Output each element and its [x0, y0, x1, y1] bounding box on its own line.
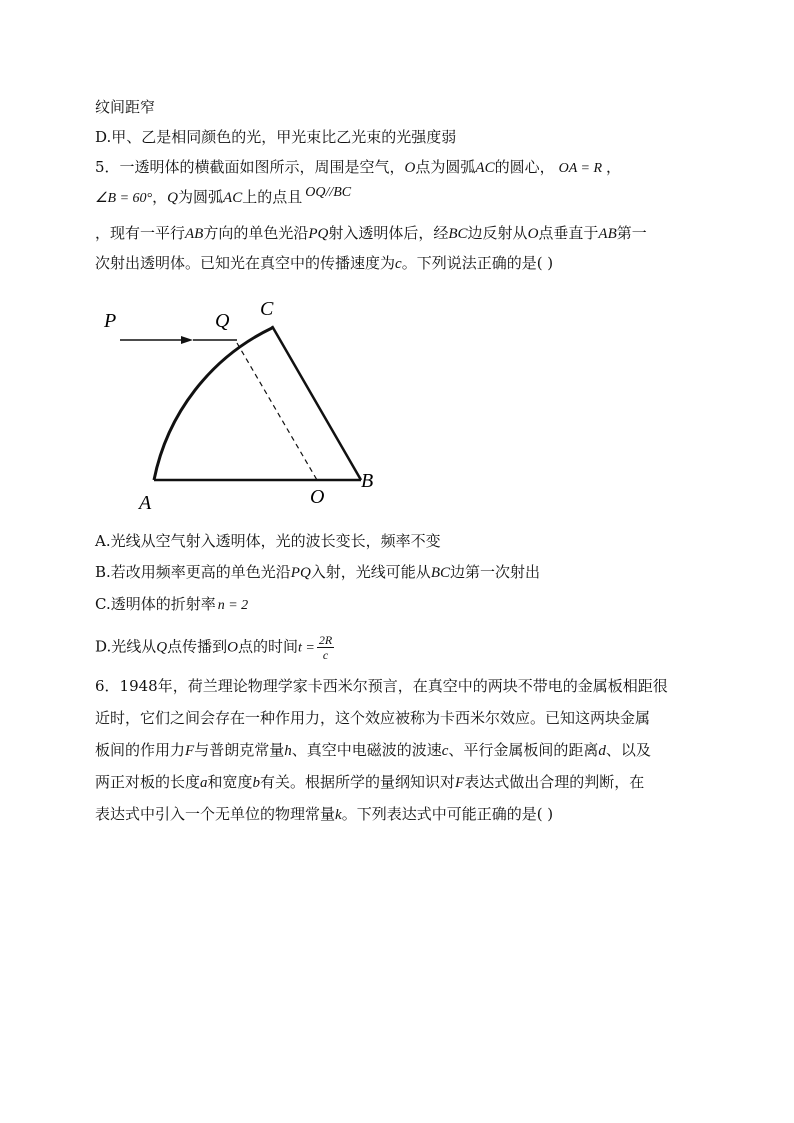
question-5-line-4: 次射出透明体。已知光在真空中的传播速度为c。下列说法正确的是( )	[95, 254, 554, 272]
option-d-prev: D.甲、乙是相同颜色的光，甲光束比乙光束的光强度弱	[95, 128, 457, 146]
side-bc	[272, 326, 361, 480]
option-a: A.光线从空气射入透明体，光的波长变长，频率不变	[95, 532, 441, 550]
label-c: C	[260, 298, 274, 320]
fraction-2r-over-c: $\frac{2R}{c}$	[318, 633, 333, 662]
arc-ac	[154, 328, 272, 480]
label-b: B	[361, 470, 374, 492]
question-6-line-4: 两正对板的长度a和宽度b有关。根据所学的量纲知识对F表达式做出合理的判断，在	[95, 773, 645, 791]
question-5-line-3: ，现有一平行AB方向的单色光沿PQ射入透明体后，经BC边反射从O点垂直于AB第一	[95, 224, 647, 242]
dashed-oq	[237, 343, 317, 480]
question-5-line-2: ∠B = 60°，Q为圆弧AC上的点且 OQ//BC	[95, 185, 352, 206]
option-d: D.光线从Q点传播到O点的时间t = $\frac{2R}{c}$	[95, 633, 333, 662]
label-q: Q	[215, 310, 230, 332]
option-c: C.透明体的折射率 n = 2	[95, 595, 249, 613]
label-a: A	[139, 492, 152, 514]
label-p: P	[104, 310, 117, 332]
label-o: O	[310, 486, 325, 508]
question-6-line-5: 表达式中引入一个无单位的物理常量k。下列表达式中可能正确的是( )	[95, 805, 554, 823]
optics-figure	[95, 295, 395, 520]
question-6-line-3: 板间的作用力F与普朗克常量h、真空中电磁波的波速c、平行金属板间的距离d、以及	[95, 741, 651, 759]
question-6-line-1: 6．1948年，荷兰理论物理学家卡西米尔预言，在真空中的两块不带电的金属板相距很	[95, 677, 668, 695]
question-6-line-2: 近时，它们之间会存在一种作用力，这个效应被称为卡西米尔效应。已知这两块金属	[95, 709, 651, 727]
option-b: B.若改用频率更高的单色光沿PQ入射，光线可能从BC边第一次射出	[95, 563, 540, 581]
ray-arrowhead	[181, 336, 193, 344]
question-5-line-1: 5．一透明体的横截面如图所示，周围是空气，O点为圆弧AC的圆心， OA = R ，	[95, 158, 622, 176]
text-line: 纹间距窄	[95, 98, 156, 116]
